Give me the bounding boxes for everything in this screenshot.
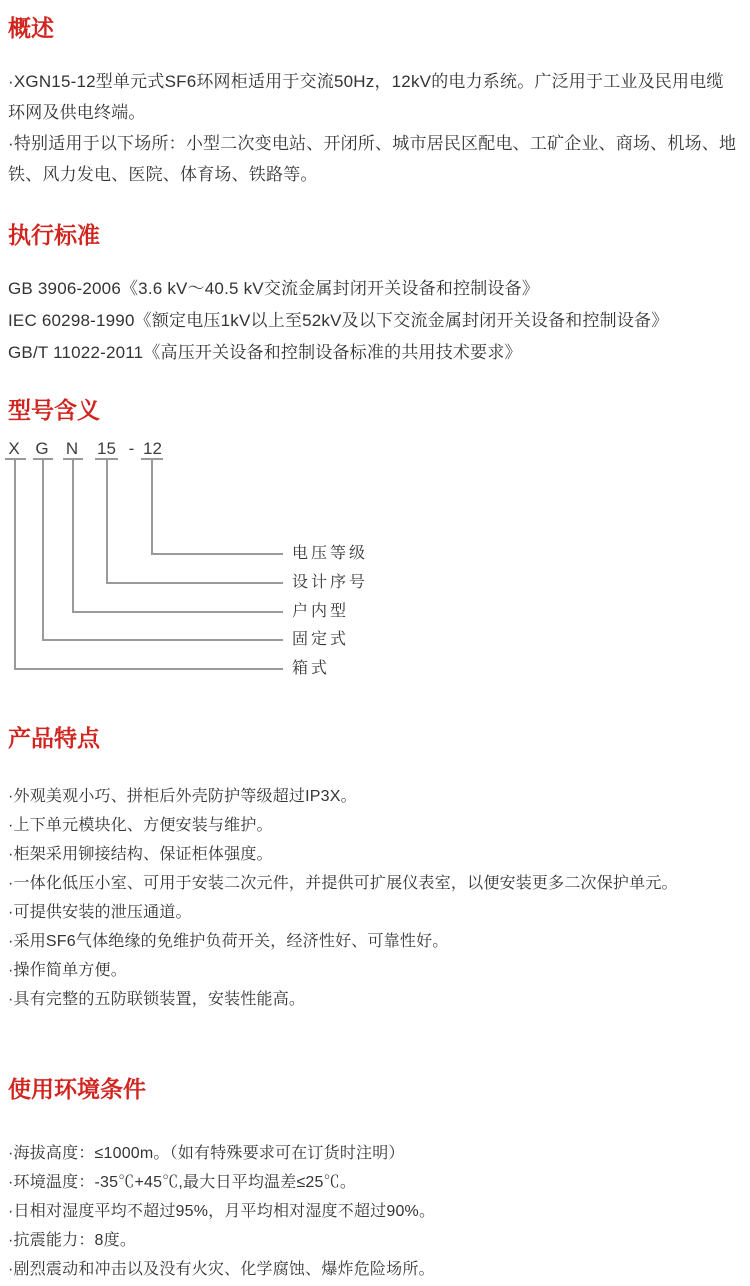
environment-item: ·日相对湿度平均不超过95%，月平均相对湿度不超过90%。 xyxy=(8,1203,436,1220)
standards-heading: 执行标准 xyxy=(8,222,100,248)
model-code-char: 12 xyxy=(143,439,162,458)
section-environment xyxy=(0,1076,750,1284)
connector-line-horizontal xyxy=(151,553,283,555)
overview-paragraph: ·特别适用于以下场所：小型二次变电站、开闭所、城市居民区配电、工矿企业、商场、机场、地铁、风力发电、医院、体育场、铁路等。 xyxy=(8,134,737,184)
environment-heading: 使用环境条件 xyxy=(8,1076,146,1102)
standard-line: GB 3906-2006《3.6 kV～40.5 kV交流金属封闭开关设备和控制设备》 xyxy=(8,279,540,298)
connector-line-vertical xyxy=(106,460,108,582)
feature-item: ·具有完整的五防联锁装置，安装性能高。 xyxy=(8,991,306,1008)
feature-item: ·柜架采用铆接结构、保证柜体强度。 xyxy=(8,846,273,863)
environment-item: ·剧烈震动和冲击以及没有火灾、化学腐蚀、爆炸危险场所。 xyxy=(8,1261,435,1278)
model-label: 固定式 xyxy=(292,631,350,648)
environment-item: ·抗震能力：8度。 xyxy=(8,1232,137,1249)
features-list xyxy=(0,782,750,1014)
overview-paragraph: ·XGN15-12型单元式SF6环网柜适用于交流50Hz，12kV的电力系统。广泛用于工业及民用电缆环网及供电终端。 xyxy=(8,72,724,122)
model-code-diagram xyxy=(0,440,750,680)
model-code-char: N xyxy=(65,439,79,458)
model-label: 设计序号 xyxy=(292,574,369,591)
connector-line-horizontal xyxy=(106,582,283,584)
model-code-char: G xyxy=(35,439,49,458)
connector-line-horizontal xyxy=(72,611,283,613)
overview-heading: 概述 xyxy=(8,15,54,41)
features-heading: 产品特点 xyxy=(8,725,100,751)
standard-line: IEC 60298-1990《额定电压1kV以上至52kV及以下交流金属封闭开关设备和控制设备》 xyxy=(8,311,669,330)
environment-item: ·环境温度：-35℃+45℃,最大日平均温差≤25℃。 xyxy=(8,1174,357,1191)
environment-item: ·海拔高度：≤1000m。（如有特殊要求可在订货时注明） xyxy=(8,1145,405,1162)
feature-item: ·外观美观小巧、拼柜后外壳防护等级超过IP3X。 xyxy=(8,788,357,805)
feature-item: ·操作简单方便。 xyxy=(8,962,127,979)
model-code-char: 15 xyxy=(97,439,116,458)
feature-item: ·上下单元模块化、方便安装与维护。 xyxy=(8,817,273,834)
connector-line-vertical xyxy=(14,460,16,668)
connector-line-vertical xyxy=(151,460,153,553)
model-code-separator: - xyxy=(128,439,135,458)
connector-line-horizontal xyxy=(42,639,283,641)
model-label: 户内型 xyxy=(292,603,350,620)
connector-line-vertical xyxy=(42,460,44,639)
section-standards xyxy=(0,222,750,369)
standard-line: GB/T 11022-2011《高压开关设备和控制设备标准的共用技术要求》 xyxy=(8,343,522,362)
model-code-char: X xyxy=(8,439,20,458)
model-label: 电压等级 xyxy=(292,545,369,562)
model-heading: 型号含义 xyxy=(8,397,100,423)
feature-item: ·采用SF6气体绝缘的免维护负荷开关，经济性好、可靠性好。 xyxy=(8,933,449,950)
connector-line-vertical xyxy=(72,460,74,611)
feature-item: ·可提供安装的泄压通道。 xyxy=(8,904,192,921)
section-model-meaning xyxy=(0,397,750,680)
section-features xyxy=(0,725,750,1014)
connector-line-horizontal xyxy=(14,668,283,670)
feature-item: ·一体化低压小室、可用于安装二次元件，并提供可扩展仪表室，以便安装更多二次保护单元。 xyxy=(8,875,678,892)
environment-list xyxy=(0,1139,750,1284)
section-overview xyxy=(0,0,750,190)
model-label: 箱式 xyxy=(292,660,331,677)
code-underline xyxy=(5,458,26,460)
